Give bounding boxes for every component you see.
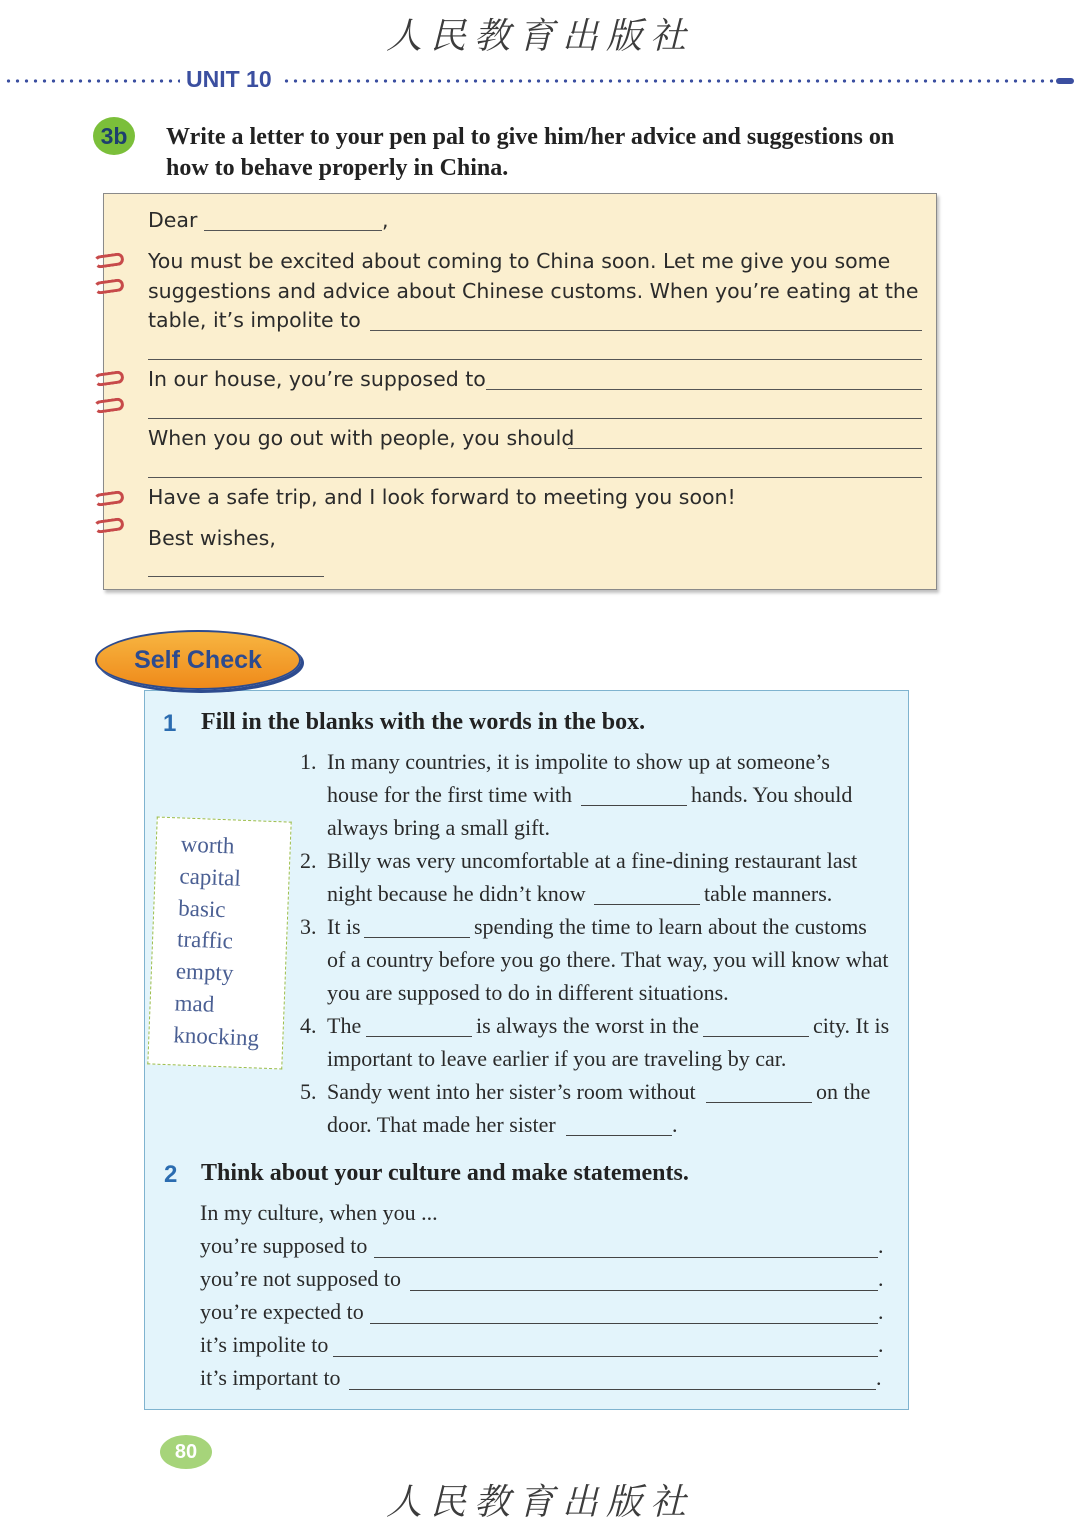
instruction-line-2: how to behave properly in China. [166, 155, 509, 181]
binder-ring-icon [93, 397, 125, 414]
letter-closing-line: Have a safe trip, and I look forward to meeting you soon! [148, 485, 736, 509]
signature-blank[interactable] [148, 576, 324, 577]
sentence-3-line-2: of a country before you go there. That way, you will know what [327, 947, 889, 972]
section-3b-instruction [166, 122, 966, 184]
sentence-4-line-1c: city. It is [813, 1013, 890, 1038]
binder-ring-icon [93, 278, 125, 295]
statement-blank[interactable] [333, 1356, 878, 1357]
letter-card [103, 193, 937, 590]
statement-prompt: you’re not supposed to [200, 1266, 402, 1291]
binder-ring-icon [93, 370, 125, 387]
dotted-rule-left [4, 79, 180, 83]
sentence-5-line-1b: on the [816, 1079, 871, 1104]
unit-label: UNIT 10 [186, 66, 272, 92]
word-box-item: capital [179, 863, 242, 891]
fill-blank[interactable] [703, 1036, 809, 1037]
statement-prompt: it’s important to [200, 1365, 341, 1390]
sentence-4-number: 4. [300, 1013, 317, 1038]
publisher-watermark-top: 人民教育出版社 [385, 16, 694, 57]
word-box-item: mad [174, 990, 215, 1017]
answer-blank[interactable] [148, 477, 922, 478]
sentence-2-line-2b: table manners. [704, 881, 833, 906]
binder-ring-icon [93, 490, 125, 507]
word-box [147, 817, 291, 1070]
fill-blank[interactable] [364, 937, 470, 938]
page-number-badge: 80 [160, 1435, 212, 1469]
fill-blank[interactable] [581, 805, 687, 806]
letter-paragraph-2: In our house, you’re supposed to [148, 367, 486, 391]
sentence-5-line-2a: door. That made her sister [327, 1112, 556, 1137]
sentence-5-line-1a: Sandy went into her sister’s room without [327, 1079, 696, 1104]
sentence-4-line-1a: The [327, 1013, 362, 1038]
word-box-item: empty [175, 958, 234, 986]
letter-salutation: Dear [148, 208, 198, 232]
question-1-number: 1 [163, 710, 177, 737]
letter-sign-off: Best wishes, [148, 526, 276, 550]
statement-period: . [878, 1266, 884, 1291]
statement-blank[interactable] [349, 1389, 876, 1390]
sentence-2-line-1: Billy was very uncomfortable at a fine-dining restaurant last [327, 848, 858, 873]
question-1-heading: Fill in the blanks with the words in the box. [201, 709, 646, 735]
fill-blank[interactable] [366, 1036, 472, 1037]
statement-period: . [878, 1299, 884, 1324]
answer-blank[interactable] [486, 389, 922, 390]
salutation-comma: , [382, 208, 389, 232]
sentence-5-period: . [672, 1112, 678, 1137]
sentence-3-number: 3. [300, 914, 317, 939]
statement-blank[interactable] [410, 1290, 878, 1291]
statement-blank[interactable] [370, 1323, 878, 1324]
statement-period: . [878, 1233, 884, 1258]
statement-prompt: you’re expected to [200, 1299, 364, 1324]
recipient-name-blank[interactable] [204, 230, 382, 231]
letter-paragraph-3: When you go out with people, you should [148, 426, 575, 450]
letter-paragraph-1-line-2: suggestions and advice about Chinese customs. When you’re eating at the [148, 279, 919, 303]
answer-blank[interactable] [148, 359, 922, 360]
answer-blank[interactable] [568, 448, 922, 449]
letter-paragraph-1-line-1: You must be excited about coming to China soon. Let me give you some [148, 249, 891, 273]
binder-ring-icon [93, 517, 125, 534]
question-2-number: 2 [164, 1161, 178, 1188]
section-badge-3b: 3b [93, 117, 135, 155]
fill-blank[interactable] [566, 1135, 672, 1136]
sentence-1-line-1: In many countries, it is impolite to show up at someone’s [327, 749, 830, 774]
word-box-item: worth [180, 831, 235, 859]
sentence-1-line-2b: hands. You should [691, 782, 853, 807]
answer-blank[interactable] [370, 330, 922, 331]
letter-paragraph-1-line-3: table, it’s impolite to [148, 308, 361, 332]
statement-prompt: you’re supposed to [200, 1233, 368, 1258]
statement-period: . [876, 1365, 882, 1390]
word-box-item: knocking [172, 1022, 260, 1051]
fill-blank[interactable] [706, 1102, 812, 1103]
sentence-5-number: 5. [300, 1079, 317, 1104]
binder-ring-icon [93, 252, 125, 269]
sentence-2-number: 2. [300, 848, 317, 873]
sentence-3-line-1b: spending the time to learn about the customs [474, 914, 867, 939]
dotted-rule-end-cap [1056, 78, 1074, 84]
statement-blank[interactable] [374, 1257, 878, 1258]
sentence-1-line-2a: house for the first time with [327, 782, 573, 807]
question-2-intro: In my culture, when you ... [200, 1200, 438, 1225]
sentence-4-line-2: important to leave earlier if you are traveling by car. [327, 1046, 787, 1071]
statement-period: . [878, 1332, 884, 1357]
self-check-badge: Self Check [95, 630, 301, 690]
sentence-2-line-2a: night because he didn’t know [327, 881, 586, 906]
question-2-heading: Think about your culture and make statements. [201, 1160, 689, 1186]
word-box-item: basic [177, 895, 227, 923]
publisher-watermark-bottom: 人民教育出版社 [385, 1482, 694, 1523]
unit-header [0, 66, 1080, 96]
instruction-line-1: Write a letter to your pen pal to give him/her advice and suggestions on [166, 124, 895, 150]
answer-blank[interactable] [148, 418, 922, 419]
dotted-rule-right [282, 79, 1054, 83]
sentence-1-number: 1. [300, 749, 317, 774]
fill-blank[interactable] [594, 904, 700, 905]
word-box-item: traffic [176, 926, 234, 954]
sentence-4-line-1b: is always the worst in the [476, 1013, 700, 1038]
sentence-1-line-3: always bring a small gift. [327, 815, 551, 840]
sentence-3-line-3: you are supposed to do in different situations. [327, 980, 729, 1005]
statement-prompt: it’s impolite to [200, 1332, 329, 1357]
sentence-3-line-1a: It is [327, 914, 361, 939]
